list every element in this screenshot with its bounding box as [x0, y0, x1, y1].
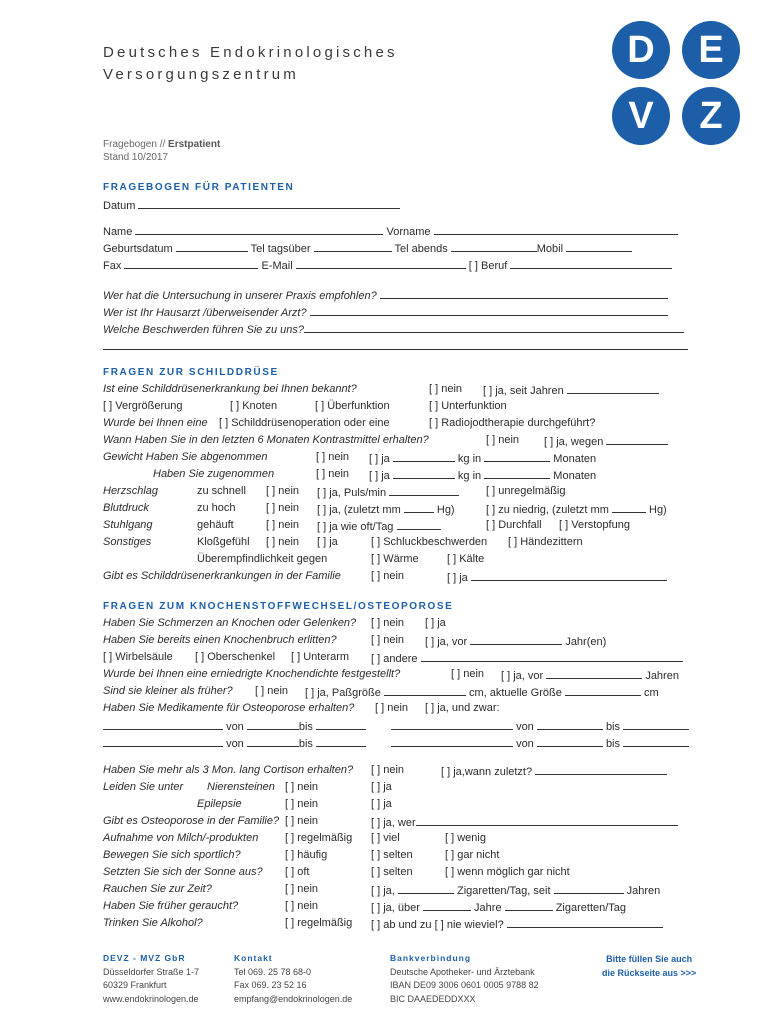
- beruf-checkbox[interactable]: [ ] Beruf: [468, 260, 508, 272]
- pain-yes[interactable]: [ ] ja: [425, 617, 446, 629]
- bp-low[interactable]: [ ] zu niedrig, (zuletzt mm: [486, 504, 609, 516]
- fracture-site-row: [103, 651, 688, 664]
- weight-gain-kg[interactable]: [393, 468, 455, 479]
- km-yes[interactable]: [ ] ja, wegen: [544, 436, 604, 448]
- footer-bank: Bankverbindung Deutsche Apotheker- und Ärztebank IBAN DE09 3006 0601 0005 9788 82 BIC DAAEDEDDXXX: [390, 953, 539, 1004]
- family-yes[interactable]: [ ] ja: [447, 572, 468, 584]
- birth-row: Geburtsdatum Tel tagsüber Tel abends Mobil: [103, 241, 688, 256]
- osteo-family-field[interactable]: [416, 815, 678, 826]
- meds-row-2: von bis von bis: [103, 736, 688, 751]
- epilepsy-yes[interactable]: [ ] ja: [371, 798, 392, 810]
- name-row: Name Vorname: [103, 224, 688, 239]
- org-name-line1: Deutsches Endokrinologisches: [103, 44, 398, 61]
- bone-q4-row: Sind sie kleiner als früher? [ ] nein [ ] ja, Paßgröße cm, aktuelle Größe cm: [103, 685, 659, 699]
- form-label: Fragebogen // Erstpatient: [103, 139, 221, 150]
- opt-unterfunktion[interactable]: [ ] Unterfunktion: [429, 400, 507, 412]
- bp-low-field[interactable]: [612, 502, 646, 513]
- thyroid-q2-row: Wurde bei Ihnen eine [ ] Schilddrüsenoperation oder eine [ ] Radiojodtherapie durchgeführt?: [103, 417, 596, 429]
- site-femur[interactable]: [ ] Oberschenkel: [195, 651, 276, 663]
- smoke-row: Rauchen Sie zur Zeit? [ ] nein [ ] ja, Zigaretten/Tag, seit Jahren: [103, 883, 661, 897]
- section-bone-title: FRAGEN ZUM KNOCHENSTOFFWECHSEL/OSTEOPOROSE: [103, 601, 454, 612]
- thyroid-years-field[interactable]: [567, 383, 659, 394]
- site-forearm[interactable]: [ ] Unterarm: [291, 651, 350, 663]
- med4-field[interactable]: [391, 736, 513, 747]
- vorname-field[interactable]: [434, 224, 678, 235]
- heart-yes[interactable]: [ ] ja, Puls/min: [317, 487, 387, 499]
- alcohol-amount[interactable]: [507, 917, 663, 928]
- former-smoke-yes[interactable]: [ ] ja, über: [371, 902, 420, 914]
- fax-field[interactable]: [124, 258, 258, 269]
- heat-opt[interactable]: [ ] Wärme: [371, 553, 419, 565]
- footer-contact: Kontakt Tel 069. 25 78 68-0 Fax 069. 23 52 16 empfang@endokrinologen.de: [234, 952, 352, 1006]
- bp-row: Blutdruck zu hoch [ ] nein [ ] ja, (zuletzt mm Hg) [ ] zu niedrig, (zuletzt mm Hg): [103, 502, 667, 516]
- q-hausarzt-row: Wer ist Ihr Hausarzt /überweisender Arzt?: [103, 305, 688, 320]
- q-praxis-row: Wer hat die Untersuchung in unserer Praxis empfohlen?: [103, 288, 688, 303]
- weight-loss-months[interactable]: [484, 451, 550, 462]
- tremor-opt[interactable]: [ ] Händezittern: [508, 536, 583, 548]
- bp-no[interactable]: [ ] nein: [266, 502, 300, 514]
- site-other-field[interactable]: [421, 651, 683, 662]
- med3-from[interactable]: [247, 736, 299, 747]
- form-version: Stand 10/2017: [103, 152, 169, 163]
- density-years[interactable]: [546, 668, 642, 679]
- website-link[interactable]: www.endokrinologen.de: [103, 993, 199, 1004]
- cortison-yes[interactable]: [ ] ja,wann zuletzt?: [441, 766, 533, 778]
- med3-to[interactable]: [316, 736, 366, 747]
- pain-no[interactable]: [ ] nein: [371, 617, 405, 629]
- sun-often[interactable]: [ ] oft: [285, 866, 310, 878]
- kidney-no[interactable]: [ ] nein: [285, 781, 319, 793]
- med4-to[interactable]: [623, 736, 689, 747]
- cortison-field[interactable]: [535, 764, 667, 775]
- footer-address: DEVZ - MVZ GbR Düsseldorfer Straße 1-7 60329 Frankfurt www.endokrinologen.de: [103, 952, 199, 1006]
- opt-knoten[interactable]: [ ] Knoten: [230, 400, 278, 412]
- alcohol-row: Trinken Sie Alkohol? [ ] regelmäßig [ ] ab und zu [ ] nie wieviel?: [103, 917, 688, 930]
- bp-high-field[interactable]: [404, 502, 434, 513]
- section-patient-title: FRAGEBOGEN FÜR PATIENTEN: [103, 182, 295, 193]
- devz-logo: [612, 21, 752, 161]
- heart-irregular[interactable]: [ ] unregelmäßig: [486, 485, 566, 497]
- epilepsy-no[interactable]: [ ] nein: [285, 798, 319, 810]
- km-no[interactable]: [ ] nein: [486, 434, 520, 446]
- opt-vergroesserung[interactable]: [ ] Vergrößerung: [103, 400, 183, 412]
- email-link[interactable]: empfang@endokrinologen.de: [234, 993, 353, 1004]
- sport-often[interactable]: [ ] häufig: [285, 849, 328, 861]
- former-smoke-count[interactable]: [505, 900, 553, 911]
- milk-row: Aufnahme von Milch/-produkten [ ] regelmäßig [ ] viel [ ] wenig: [103, 832, 486, 844]
- smaller-yes[interactable]: [ ] ja, Paßgröße: [305, 687, 381, 699]
- km-reason-field[interactable]: [606, 434, 668, 445]
- beschwerden-field-2[interactable]: [103, 339, 688, 350]
- milk-much[interactable]: [ ] viel: [371, 832, 400, 844]
- cold-opt[interactable]: [ ] Kälte: [447, 553, 485, 565]
- meds-row-1: von bis von bis: [103, 719, 688, 734]
- cortison-no[interactable]: [ ] nein: [371, 764, 405, 776]
- weight-loss-no[interactable]: [ ] nein: [316, 451, 350, 463]
- date-row: Datum: [103, 198, 688, 213]
- weight-loss-kg[interactable]: [393, 451, 455, 462]
- email-field[interactable]: [296, 258, 466, 269]
- bp-yes[interactable]: [ ] ja, (zuletzt mm: [317, 504, 401, 516]
- tel-day-field[interactable]: [314, 241, 392, 252]
- fracture-years[interactable]: [470, 634, 562, 645]
- density-yes[interactable]: [ ] ja, vor: [501, 670, 544, 682]
- org-name-line2: Versorgungszentrum: [103, 66, 300, 83]
- smoke-count[interactable]: [398, 883, 454, 894]
- osteo-family-no[interactable]: [ ] nein: [285, 815, 319, 827]
- sun-never[interactable]: [ ] wenn möglich gar nicht: [445, 866, 570, 878]
- stool-diarrhea[interactable]: [ ] Durchfall: [486, 519, 542, 531]
- q-beschwerden-row: Welche Beschwerden führen Sie zu uns?: [103, 322, 688, 337]
- passgroesse-field[interactable]: [384, 685, 466, 696]
- logo-letter-v: V: [612, 87, 670, 145]
- med2-from[interactable]: [537, 719, 603, 730]
- opt-ueberfunktion[interactable]: [ ] Überfunktion: [315, 400, 390, 412]
- pulse-field[interactable]: [389, 485, 459, 496]
- bone-q1-row: Haben Sie Schmerzen an Knochen oder Gelenken? [ ] nein [ ] ja: [103, 617, 446, 629]
- date-field[interactable]: [138, 198, 400, 209]
- birthdate-field[interactable]: [176, 241, 248, 252]
- praxis-field[interactable]: [380, 288, 668, 299]
- thyroid-q3-row: Wann Haben Sie in den letzten 6 Monaten Kontrastmittel erhalten? [ ] nein [ ] ja, wegen: [103, 434, 688, 447]
- sport-rarely[interactable]: [ ] selten: [371, 849, 413, 861]
- current-height-field[interactable]: [565, 685, 641, 696]
- weight-loss-yes[interactable]: [ ] ja: [369, 453, 390, 465]
- med1-to[interactable]: [316, 719, 366, 730]
- stool-constipation[interactable]: [ ] Verstopfung: [559, 519, 630, 531]
- density-no[interactable]: [ ] nein: [451, 668, 485, 680]
- weight-gain-no[interactable]: [ ] nein: [316, 468, 350, 480]
- med2-field[interactable]: [391, 719, 513, 730]
- thyroid-q1-yes[interactable]: [ ] ja, seit Jahren: [483, 385, 564, 397]
- milk-little[interactable]: [ ] wenig: [445, 832, 486, 844]
- beschwerden-line2: [103, 339, 688, 354]
- thyroid-q1-no[interactable]: [ ] nein: [429, 383, 463, 395]
- med4-from[interactable]: [537, 736, 603, 747]
- opt-op[interactable]: [ ] Schilddrüsenoperation oder eine: [219, 417, 390, 429]
- med3-field[interactable]: [103, 736, 223, 747]
- logo-letter-e: E: [682, 21, 740, 79]
- logo-letter-z: Z: [682, 87, 740, 145]
- weight-gain-yes[interactable]: [ ] ja: [369, 470, 390, 482]
- logo-letter-d: D: [612, 21, 670, 79]
- section-thyroid-title: FRAGEN ZUR SCHILDDRÜSE: [103, 367, 279, 378]
- lump-no[interactable]: [ ] nein: [266, 536, 300, 548]
- cortison-row: Haben Sie mehr als 3 Mon. lang Cortison erhalten? [ ] nein [ ] ja,wann zuletzt?: [103, 764, 688, 777]
- family-field[interactable]: [471, 570, 667, 581]
- alcohol-sometimes-never[interactable]: [ ] ab und zu [ ] nie wieviel?: [371, 919, 504, 931]
- former-smoke-row: Haben Sie früher geraucht? [ ] nein [ ] ja, über Jahre Zigaretten/Tag: [103, 900, 627, 914]
- stool-no[interactable]: [ ] nein: [266, 519, 300, 531]
- fracture-yes[interactable]: [ ] ja, vor: [425, 636, 468, 648]
- bone-q2-row: Haben Sie bereits einen Knochenbruch erlitten? [ ] nein [ ] ja, vor Jahr(en): [103, 634, 607, 648]
- smoke-since[interactable]: [554, 883, 624, 894]
- smoke-no[interactable]: [ ] nein: [285, 883, 319, 895]
- heart-row: Herzschlag zu schnell [ ] nein [ ] ja, Puls/min [ ] unregelmäßig: [103, 485, 566, 499]
- beschwerden-field[interactable]: [304, 322, 684, 333]
- thyroid-q1-row: Ist eine Schilddrüsenerkrankung bei Ihnen bekannt? [ ] nein [ ] ja, seit Jahren: [103, 383, 688, 396]
- stool-yes[interactable]: [ ] ja wie oft/Tag: [317, 521, 394, 533]
- footer-note: Bitte füllen Sie auch die Rückseite aus >>>: [602, 954, 697, 978]
- bone-q5-row: Haben Sie Medikamente für Osteoporose erhalten? [ ] nein [ ] ja, und zwar:: [103, 702, 500, 714]
- weight-gain-months[interactable]: [484, 468, 550, 479]
- tel-evening-field[interactable]: [451, 241, 537, 252]
- opt-radiojod[interactable]: [ ] Radiojodtherapie durchgeführt?: [429, 417, 596, 429]
- sport-never[interactable]: [ ] gar nicht: [445, 849, 500, 861]
- osteo-family-row: Gibt es Osteoporose in der Familie? [ ] nein [ ] ja, wer: [103, 815, 688, 828]
- thyroid-options-row: [103, 400, 688, 413]
- former-smoke-no[interactable]: [ ] nein: [285, 900, 319, 912]
- kidney-yes[interactable]: [ ] ja: [371, 781, 392, 793]
- smaller-no[interactable]: [ ] nein: [255, 685, 289, 697]
- smoke-yes[interactable]: [ ] ja,: [371, 885, 395, 897]
- meds-no[interactable]: [ ] nein: [375, 702, 409, 714]
- meds-yes[interactable]: [ ] ja, und zwar:: [425, 702, 500, 714]
- heart-no[interactable]: [ ] nein: [266, 485, 300, 497]
- bone-q3-row: Wurde bei Ihnen eine erniedrigte Knochendichte festgestellt? [ ] nein [ ] ja, vor Jahren: [103, 668, 679, 682]
- osteo-family-yes[interactable]: [ ] ja, wer: [371, 817, 416, 829]
- beruf-field[interactable]: [510, 258, 672, 269]
- stool-row: Stuhlgang gehäuft [ ] nein [ ] ja wie oft/Tag [ ] Durchfall [ ] Verstopfung: [103, 519, 630, 533]
- name-field[interactable]: [135, 224, 383, 235]
- weight-loss-row: Gewicht Haben Sie abgenommen [ ] nein [ ] ja kg in Monaten: [103, 451, 597, 465]
- former-smoke-years[interactable]: [423, 900, 471, 911]
- milk-regular[interactable]: [ ] regelmäßig: [285, 832, 353, 844]
- fracture-no[interactable]: [ ] nein: [371, 634, 405, 646]
- swallow-opt[interactable]: [ ] Schluckbeschwerden: [371, 536, 488, 548]
- med1-from[interactable]: [247, 719, 299, 730]
- lump-yes[interactable]: [ ] ja: [317, 536, 338, 548]
- family-no[interactable]: [ ] nein: [371, 570, 405, 582]
- stool-freq-field[interactable]: [397, 519, 441, 530]
- hausarzt-field[interactable]: [310, 305, 668, 316]
- med2-to[interactable]: [623, 719, 689, 730]
- kidney-row: Leiden Sie unter Nierensteinen [ ] nein [ ] ja: [103, 781, 392, 793]
- mobile-field[interactable]: [566, 241, 632, 252]
- sport-row: Bewegen Sie sich sportlich? [ ] häufig [ ] selten [ ] gar nicht: [103, 849, 500, 861]
- sun-row: Setzten Sie sich der Sonne aus? [ ] oft [ ] selten [ ] wenn möglich gar nicht: [103, 866, 570, 878]
- thyroid-family-row: Gibt es Schilddrüsenerkrankungen in der Familie [ ] nein [ ] ja: [103, 570, 688, 583]
- site-spine[interactable]: [ ] Wirbelsäule: [103, 651, 173, 663]
- alcohol-regular[interactable]: [ ] regelmäßig: [285, 917, 353, 929]
- fax-row: Fax E-Mail [ ] Beruf: [103, 258, 688, 273]
- med1-field[interactable]: [103, 719, 223, 730]
- sun-rarely[interactable]: [ ] selten: [371, 866, 413, 878]
- misc-row: Sonstiges Kloßgefühl [ ] nein [ ] ja [ ] Schluckbeschwerden [ ] Händezittern: [103, 536, 583, 548]
- site-other[interactable]: [ ] andere: [371, 653, 418, 665]
